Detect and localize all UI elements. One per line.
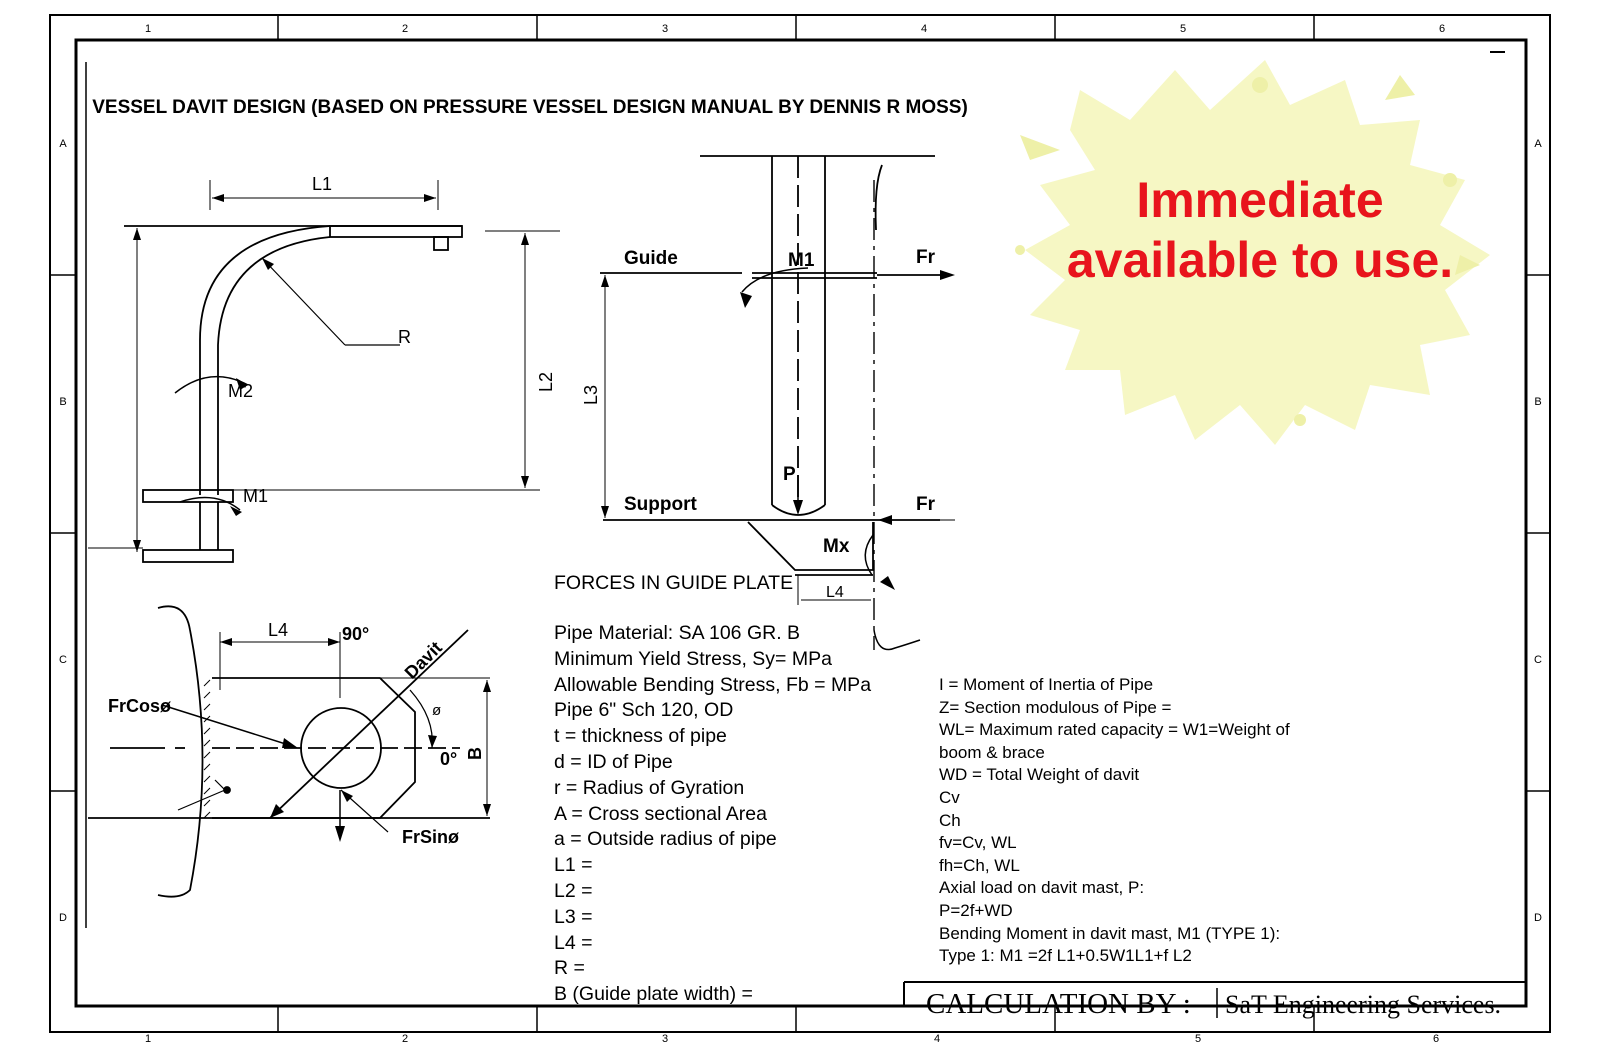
dim-label-l4: L4: [268, 620, 289, 640]
moment-label-m2: M2: [228, 381, 254, 401]
dim-label-l3: L3: [581, 384, 601, 405]
moment-label-m1: M1: [788, 250, 815, 271]
formula-line: P=2f+WD: [939, 900, 1013, 920]
formula-line: Ch: [939, 810, 961, 830]
formula-list: [939, 674, 1290, 968]
formula-line: boom & brace: [939, 742, 1045, 762]
angle-label-phi: ø: [432, 702, 442, 719]
input-line: B (Guide plate width) =: [554, 983, 753, 1006]
dim-label-r: R: [398, 327, 411, 347]
calculation-label: CALCULATION BY :: [926, 988, 1191, 1020]
column-label: 2: [401, 1033, 409, 1045]
formula-line: Z= Section modulous of Pipe =: [939, 697, 1172, 717]
row-label: A: [1534, 138, 1542, 150]
dim-label-l4: L4: [826, 584, 844, 601]
force-label-fr: Fr: [916, 494, 935, 515]
force-label-frcos: FrCosø: [108, 696, 171, 716]
column-label: 3: [661, 23, 669, 35]
input-line: Pipe Material: SA 106 GR. B: [554, 622, 801, 644]
forces-heading: FORCES IN GUIDE PLATE: [554, 572, 794, 594]
row-label: C: [1534, 654, 1542, 666]
angle-label-90: 90°: [342, 624, 370, 644]
input-line: a = Outside radius of pipe: [554, 828, 777, 851]
dim-label-b: B: [465, 747, 485, 760]
davit-elevation-diagram: [88, 180, 560, 562]
input-line: L2 =: [554, 879, 593, 902]
formula-line: Cv: [939, 787, 960, 807]
column-label: 4: [920, 23, 928, 35]
input-line: t = thickness of pipe: [554, 725, 727, 748]
force-label-fr: Fr: [916, 247, 935, 268]
column-label: 5: [1194, 1033, 1202, 1045]
moment-label-m1: M1: [243, 486, 269, 506]
moment-label-mx: Mx: [823, 536, 850, 557]
angle-label-0: 0°: [440, 749, 458, 769]
input-line: Pipe 6" Sch 120, OD: [554, 699, 734, 722]
input-line: R =: [554, 957, 585, 980]
formula-line: WL= Maximum rated capacity = W1=Weight of: [939, 720, 1290, 740]
input-list: [554, 621, 871, 1008]
dim-label-l2: L2: [536, 371, 556, 392]
row-label: A: [59, 138, 67, 150]
input-line: d = ID of Pipe: [554, 750, 673, 773]
column-label: 4: [933, 1033, 941, 1045]
support-label: Support: [624, 494, 697, 515]
column-label: 5: [1179, 23, 1187, 35]
column-label: 1: [144, 1033, 152, 1045]
column-label: 2: [401, 23, 409, 35]
formula-line: fh=Ch, WL: [939, 855, 1020, 875]
davit-label: Davit: [400, 637, 446, 683]
input-line: L3 =: [554, 905, 593, 928]
row-label: C: [59, 654, 67, 666]
column-label: 6: [1438, 23, 1446, 35]
row-label: D: [1534, 912, 1542, 924]
drawing-title: VESSEL DAVIT DESIGN (BASED ON PRESSURE VESSEL DESIGN MANUAL BY DENNIS R MOSS): [92, 97, 968, 118]
formula-line: Axial load on davit mast, P:: [939, 878, 1145, 898]
load-label-p: P: [783, 464, 796, 485]
formula-line: Type 1: M1 =2f L1+0.5W1L1+f L2: [939, 946, 1192, 966]
dim-label-l1: L1: [312, 174, 333, 194]
input-line: Allowable Bending Stress, Fb = MPa: [554, 673, 872, 696]
formula-line: Bending Moment in davit mast, M1 (TYPE 1):: [939, 923, 1281, 943]
column-label: 3: [661, 1033, 669, 1045]
formula-line: I = Moment of Inertia of Pipe: [939, 675, 1154, 694]
input-line: A = Cross sectional Area: [554, 802, 767, 825]
force-label-frsin: FrSinø: [402, 827, 459, 847]
input-line: L1 =: [554, 854, 593, 877]
formula-line: WD = Total Weight of davit: [939, 765, 1140, 785]
row-label: D: [59, 912, 67, 924]
company-name: SaT Engineering Services.: [1225, 990, 1502, 1019]
formula-line: fv=Cv, WL: [939, 833, 1017, 853]
input-line: Minimum Yield Stress, Sy= MPa: [554, 647, 832, 670]
input-line: L4 =: [554, 931, 593, 954]
column-label: 6: [1432, 1033, 1440, 1045]
column-label: 1: [144, 23, 152, 35]
promo-text: Immediate available to use.: [1066, 172, 1454, 288]
row-label: B: [59, 396, 67, 408]
guide-label: Guide: [624, 248, 678, 269]
input-line: r = Radius of Gyration: [554, 776, 745, 799]
row-label: B: [1534, 396, 1542, 408]
